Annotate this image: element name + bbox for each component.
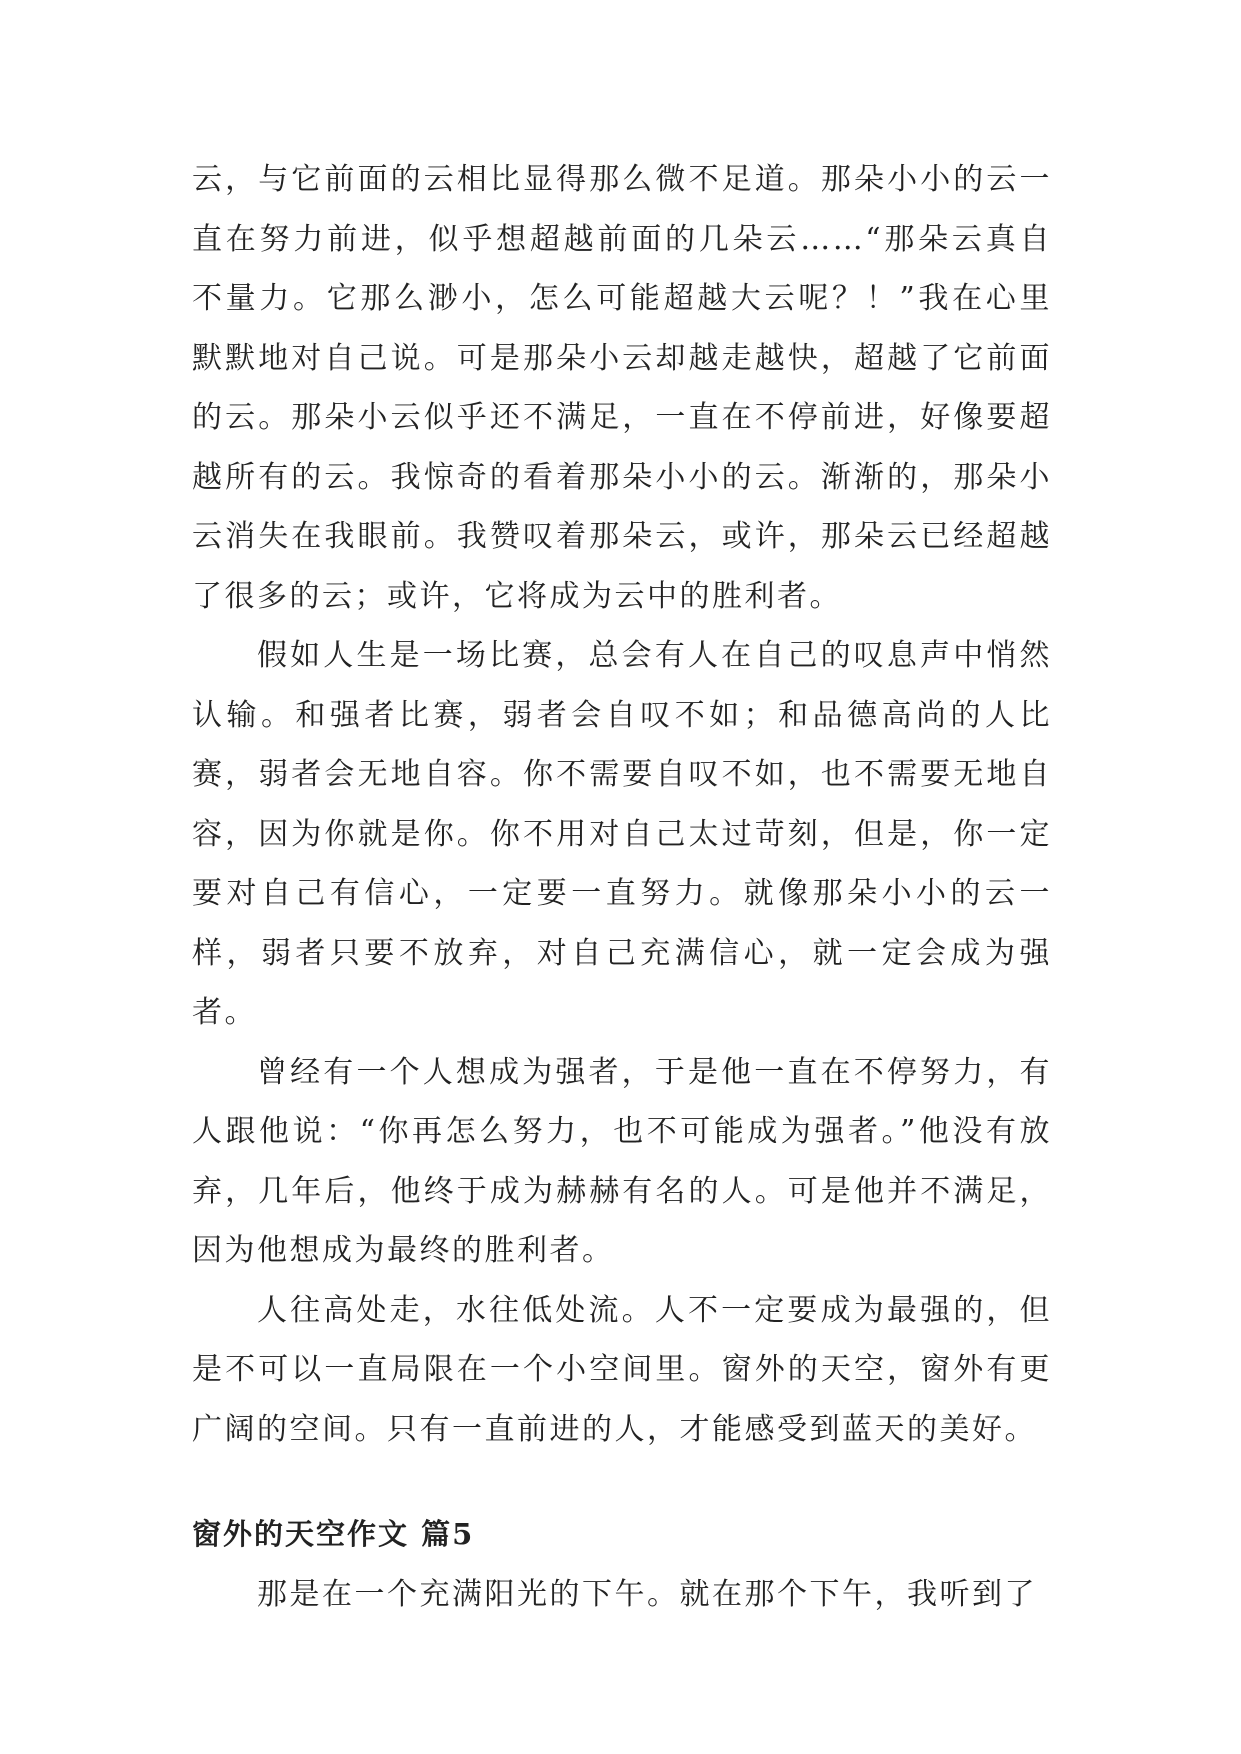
paragraph-2: 假如人生是一场比赛，总会有人在自己的叹息声中悄然认输。和强者比赛，弱者会自叹不如；和品德高尚的人比赛，弱者会无地自容。你不需要自叹不如，也不需要无地自容，因为你就是你。你不用对自己太过苛刻，但是，你一定要对自己有信心，一定要一直努力。就像那朵小小的云一样，弱者只要不放弃，对自己充满信心，就一定会成为强者。 [192, 638, 1052, 1030]
section-paragraph: 那是在一个充满阳光的下午。就在那个下午，我听到了 [257, 1576, 1037, 1612]
section-heading: 窗外的天空作文 篇5 [192, 1517, 475, 1551]
paragraph-1: 云，与它前面的云相比显得那么微不足道。那朵小小的云一直在努力前进，似乎想超越前面的几朵云……“那朵云真自不量力。它那么渺小，怎么可能超越大云呢？！”我在心里默默地对自己说。可是那朵小云却越走越快，超越了它前面的云。那朵小云似乎还不满足，一直在不停前进，好像要超越所有的云。我惊奇的看着那朵小小的云。渐渐的，那朵小云消失在我眼前。我赞叹着那朵云，或许，那朵云已经超越了很多的云；或许，它将成为云中的胜利者。 [192, 162, 1052, 614]
paragraph-4: 人往高处走，水往低处流。人不一定要成为最强的，但是不可以一直局限在一个小空间里。窗外的天空，窗外有更广阔的空间。只有一直前进的人，才能感受到蓝天的美好。 [192, 1292, 1052, 1447]
document-body [192, 150, 1052, 1624]
paragraph-3: 曾经有一个人想成为强者，于是他一直在不停努力，有人跟他说：“你再怎么努力，也不可能成为强者。”他没有放弃，几年后，他终于成为赫赫有名的人。可是他并不满足，因为他想成为最终的胜利者。 [192, 1054, 1052, 1268]
